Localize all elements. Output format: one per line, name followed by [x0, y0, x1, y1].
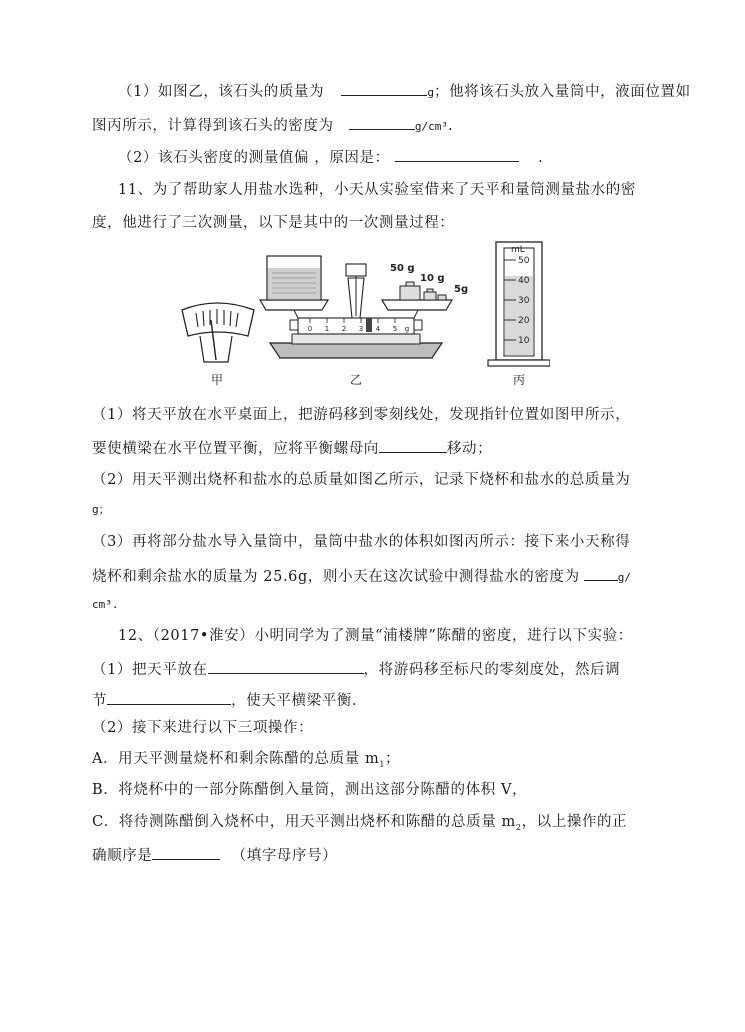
q12-option-c-sub: 2	[515, 822, 522, 832]
figure-jia-pointer-scale	[182, 303, 254, 362]
q11-step2-line2	[92, 500, 110, 519]
q11-step1-text: 要使横梁在水平位置平衡，应将平衡螺母向	[92, 441, 379, 457]
q12-step1-line1	[92, 659, 620, 679]
q10-part2-end: .	[538, 150, 544, 166]
cylinder-tick-40: 40	[518, 276, 530, 286]
q12-step1-text-b: ，将游码移至标尺的零刻度处，然后调	[363, 662, 621, 678]
scale-tick-5: 5	[392, 325, 398, 333]
q12-adjust-end: ，使天平横梁平衡．	[231, 693, 368, 709]
scale-tick-1: 1	[324, 325, 330, 333]
q11-step1-line1: （1）将天平放在水平桌面上，把游码移到零刻线处，发现指针位置如图甲所示，	[92, 407, 631, 423]
q12-step2: （2）接下来进行以下三项操作：	[92, 720, 314, 736]
cylinder-tick-30: 30	[518, 296, 530, 306]
cylinder-tick-50: 50	[518, 256, 530, 266]
q11-density-blank[interactable]	[584, 566, 618, 581]
q12-option-c	[92, 813, 627, 831]
q11-step3-line3	[92, 595, 119, 614]
q10-part1-line1	[118, 81, 691, 102]
q11-step2-line1: （2）用天平测出烧杯和盐水的总质量如图乙所示，记录下烧杯和盐水的总质量为	[92, 472, 631, 488]
scale-tick-3: 3	[358, 325, 364, 333]
q12-order-hint: （填字母序号）	[231, 848, 338, 864]
q11-direction-blank[interactable]	[379, 438, 447, 453]
q12-option-a-end: ；	[385, 751, 401, 767]
q12-step1-line2	[92, 690, 367, 710]
q11-step2-unit: g；	[92, 503, 110, 516]
q12-order-text: 确顺序是	[92, 848, 153, 864]
q10-mass-blank[interactable]	[341, 81, 427, 96]
cylinder-unit: mL	[511, 245, 525, 255]
q10-reason-blank[interactable]	[395, 147, 519, 162]
q11-step3-text: 烧杯和剩余盐水的质量为 25.6g，则小天在这次试验中测得盐水的密度为	[92, 569, 580, 585]
q12-option-b: B．将烧杯中的一部分陈醋倒入量筒，测出这部分陈醋的体积 V，	[92, 782, 528, 798]
cylinder-tick-10: 10	[518, 336, 530, 346]
q10-density-blank[interactable]	[349, 115, 415, 130]
q10-density-text: 图丙所示，计算得到该石头的密度为	[92, 118, 334, 134]
scale-tick-4: 4	[375, 325, 381, 333]
scale-tick-0: 0	[307, 325, 313, 333]
weight-50g-label: 50 g	[390, 263, 415, 274]
q12-option-c-line2	[92, 845, 337, 865]
weight-5g-label: 5g	[454, 284, 469, 295]
q11-intro-line2: 度，他进行了三次测量，以下是其中的一次测量过程：	[92, 215, 455, 231]
q12-option-a-sub: 1	[379, 759, 386, 769]
q12-option-c-end: ，以上操作的正	[521, 814, 628, 830]
q10-part2-line	[118, 147, 543, 167]
figure-label-bing: 丙	[512, 373, 526, 387]
q10-mass-unit: g	[427, 86, 434, 99]
q10-part2-text: （2）该石头密度的测量值偏 ，原因是：	[118, 150, 390, 166]
q10-part1-line2	[92, 115, 453, 136]
q11-figure	[170, 238, 550, 388]
rider	[366, 318, 372, 332]
q12-option-a-text: A．用天平测量烧杯和剩余陈醋的总质量 m	[92, 751, 380, 767]
figure-label-yi: 乙	[349, 373, 363, 387]
q11-density-unit-cont: cm³.	[92, 598, 119, 611]
q10-part1-text-b: ；他将该石头放入量筒中，液面位置如	[433, 84, 691, 100]
q12-intro: 12、（2017•淮安）小明同学为了测量“浦楼牌”陈醋的密度，进行以下实验：	[118, 628, 633, 644]
q11-step1-line2	[92, 438, 492, 458]
q10-density-unit: g/cm³	[414, 120, 448, 133]
q12-adjust-text: 节	[92, 693, 108, 709]
q11-step3-line1: （3）再将部分盐水导入量筒中，量筒中盐水的体积如图丙所示：接下来小天称得	[92, 534, 631, 550]
q10-period: .	[447, 118, 454, 134]
weight-10g-label: 10 g	[420, 273, 445, 284]
scale-tick-2: 2	[341, 325, 347, 333]
q12-option-a	[92, 750, 400, 768]
q12-place-blank[interactable]	[208, 659, 364, 674]
cylinder-tick-20: 20	[518, 316, 530, 326]
q12-adjust-blank[interactable]	[107, 690, 231, 705]
q11-density-unit: g/	[617, 571, 631, 584]
figure-yi-balance	[260, 256, 468, 358]
q12-option-c-text: C．将待测陈醋倒入烧杯中，用天平测出烧杯和陈醋的总质量 m	[92, 814, 516, 830]
scale-unit: g	[404, 325, 410, 333]
q12-order-blank[interactable]	[152, 845, 220, 860]
q11-step3-line2	[92, 566, 631, 587]
q11-intro-line1: 11、为了帮助家人用盐水选种，小天从实验室借来了天平和量筒测量盐水的密	[118, 182, 636, 198]
figure-bing-cylinder	[488, 242, 550, 366]
figure-label-jia: 甲	[210, 373, 224, 387]
q10-part1-text: （1）如图乙，该石头的质量为	[118, 84, 325, 100]
q12-step1-text: （1）把天平放在	[92, 662, 208, 678]
q11-step1-end: 移动；	[446, 441, 493, 457]
